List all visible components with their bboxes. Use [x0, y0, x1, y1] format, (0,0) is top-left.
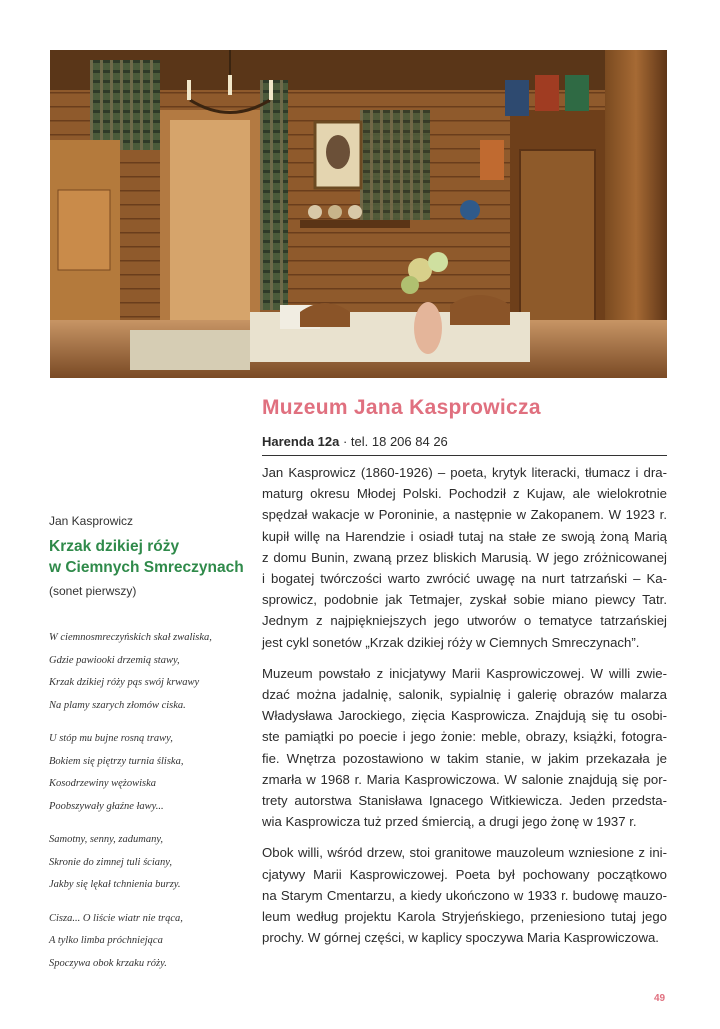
poem-title-line: w Ciemnych Smreczynach	[49, 559, 244, 576]
paragraph-1	[262, 462, 667, 653]
line: trety autorstwa Stanisława Ignacego Witkiewicza. Jeden przedsta-	[262, 793, 667, 809]
article-body	[262, 462, 667, 958]
line: i bogatej twórczości warto zwrócić uwagę na nurt tatrzański – Ka-	[262, 571, 667, 587]
line: maturg okresu Młodej Polski. Pochodził z Kujaw, ale wielokrotnie	[262, 486, 667, 502]
line: wia Kasprowicza tuż przed śmiercią, a drugi jego żonę w 1937 r.	[262, 814, 637, 830]
stanza	[49, 829, 259, 897]
paragraph-3	[262, 842, 667, 948]
address: Harenda 12a	[262, 434, 340, 449]
line: jest cykl sonetów „Krzak dzikiej róży w Ciemnych Smreczynach”.	[262, 634, 640, 650]
verse: Skronie do zimnej tuli ściany,	[49, 856, 172, 868]
phone-number: tel. 18 206 84 26	[350, 434, 448, 449]
verse: Poobszywały głaźne ławy...	[49, 800, 164, 812]
divider	[262, 455, 667, 456]
verse: Spoczywa obok krzaku róży.	[49, 957, 167, 969]
verse: Gdzie pawiooki drzemią stawy,	[49, 654, 180, 666]
poem-title-line: Krzak dzikiej róży	[49, 538, 180, 555]
line: leum według projektu Karola Stryjeńskiego, przeniesiono tutaj jego	[262, 909, 667, 925]
line: z domu Bunin, zwaną przez bliskich Marusią. W jego zróżnicowanej	[262, 549, 667, 565]
separator-dot: ·	[342, 434, 348, 449]
stanza	[49, 728, 259, 818]
line: zmarła w 1968 r. Maria Kasprowiczowa. W salonie znajdują się por-	[262, 771, 667, 787]
address-line	[262, 434, 667, 449]
line: Muzeum powstało z inicjatywy Marii Kasprowiczowej. W willi zwie-	[262, 665, 667, 681]
line: prochy. W górnej części, w kaplicy spoczywa Maria Kasprowiczowa.	[262, 930, 659, 946]
verse: A tylko limba próchniejąca	[49, 935, 163, 946]
line: Jednym z najpiękniejszych jego utworów o tematyce tatrzańskiej	[262, 613, 667, 629]
verse: Kosodrzewiny wężowiska	[49, 778, 157, 789]
poem-author: Jan Kasprowicz	[49, 514, 134, 528]
poem-text	[49, 627, 259, 986]
verse: U stóp mu bujne rosną trawy,	[49, 733, 173, 744]
line: Obok willi, wśród drzew, stoi granitowe mauzoleum wzniesione z ini-	[262, 845, 667, 861]
line: ste pamiątki po poecie i jego żonie: meble, obrazy, książki, fotogra-	[262, 729, 667, 745]
line: fie. Wnętrza pozostawiono w takim stanie, w jakim przekazała je	[262, 750, 667, 766]
verse: Na plamy szarych złomów ciska.	[49, 699, 186, 711]
line: cjatywy Marii Kasprowiczowej. Poeta był pochowany początkowo	[262, 866, 667, 882]
verse: Bokiem się piętrzy turnia śliska,	[49, 755, 184, 767]
line: spędzał wakacje w Poroninie, a następnie w Zakopanem. W 1923 r.	[262, 507, 667, 523]
poem-subtitle: (sonet pierwszy)	[49, 584, 137, 598]
paragraph-2	[262, 663, 667, 833]
line: na Starym Cmentarzu, a kiedy ukończono w 1933 r. budowę mauzo-	[262, 887, 667, 903]
verse: Krzak dzikiej róży pąs swój krwawy	[49, 677, 200, 688]
line: Władysława Jarockiego, zięcia Kasprowicza. Znajdują się tu osobi-	[262, 708, 667, 724]
museum-interior-photo	[50, 50, 667, 378]
stanza	[49, 908, 259, 976]
verse: W ciemnosmreczyńskich skał zwaliska,	[49, 632, 212, 643]
line: kupił willę na Harendzie i osiadł tutaj na stałe ze swoją żoną Marią	[262, 528, 667, 544]
line: Jan Kasprowicz (1860-1926) – poeta, krytyk literacki, tłumacz i dra-	[262, 465, 667, 480]
verse: Jakby się lękał tchnienia burzy.	[49, 879, 181, 890]
page-number: 49	[654, 993, 666, 1004]
stanza	[49, 627, 259, 717]
verse: Samotny, senny, zadumany,	[49, 834, 164, 845]
line: dzać można jadalnię, salonik, sypialnię i galerię obrazów malarza	[262, 687, 667, 703]
museum-title: Muzeum Jana Kasprowicza	[262, 396, 541, 419]
verse: Cisza... O liście wiatr nie trąca,	[49, 912, 183, 924]
poem-title	[49, 536, 249, 578]
line: sprowicz, podobnie jak Tetmajer, zyskał sobie miano piewcy Tatr.	[262, 592, 667, 608]
